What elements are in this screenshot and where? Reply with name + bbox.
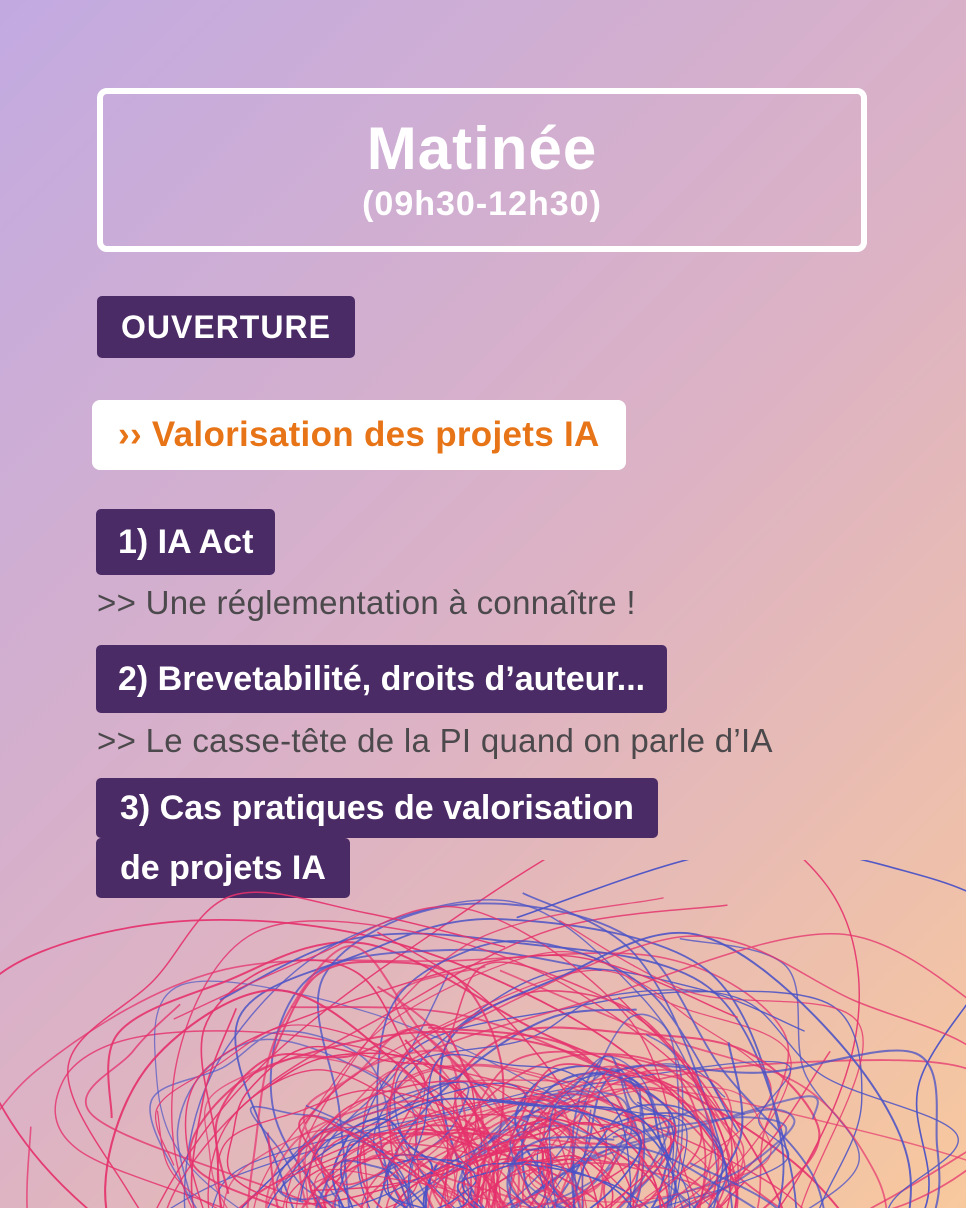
ouverture-badge: OUVERTURE: [97, 296, 355, 358]
agenda-item-2-subtitle: >> Le casse-tête de la PI quand on parle d’IA: [97, 722, 773, 759]
session-title: Matinée: [366, 115, 598, 182]
agenda-item-3-title-line2: de projets IA: [96, 838, 350, 898]
session-time: (09h30-12h30): [362, 185, 602, 223]
agenda-item-3-title-line1: 3) Cas pratiques de valorisation: [96, 778, 658, 838]
agenda-item-1-subtitle: >> Une réglementation à connaître !: [97, 584, 636, 621]
agenda-item-1-title: 1) IA Act: [96, 509, 275, 575]
agenda-item-2-title: 2) Brevetabilité, droits d’auteur...: [96, 645, 667, 713]
session-title-box: [97, 88, 867, 252]
scribble-illustration: [0, 860, 966, 1208]
theme-banner: ›› Valorisation des projets IA: [92, 400, 626, 470]
